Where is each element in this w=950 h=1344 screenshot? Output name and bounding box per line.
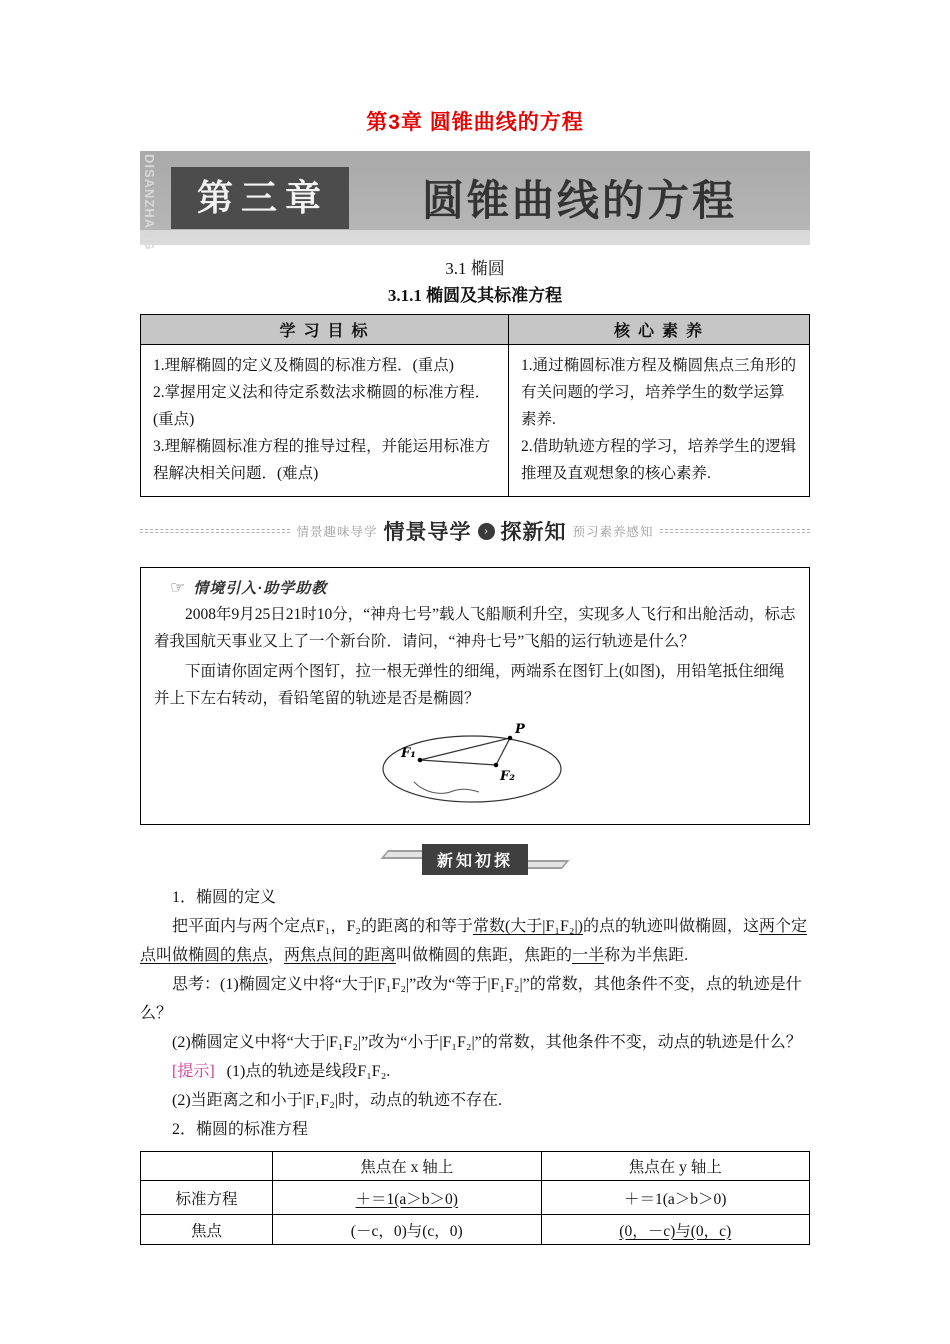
objectives-header-row xyxy=(141,315,810,345)
divider-main-label: 情景导学 xyxy=(383,521,472,544)
std-table-equation-row xyxy=(141,1181,810,1215)
think-question-1: 思考：(1)椭圆定义中将“大于|F₁F₂|”改为“等于|F₁F₂|”的常数，其他条件不变，点的轨迹是什么？ xyxy=(140,976,802,1022)
objectives-table xyxy=(140,314,810,497)
chapter-number-box: 第三章 xyxy=(171,167,349,229)
equation-row-label: 标准方程 xyxy=(141,1181,273,1215)
equation-x-axis-value: ＋＝1(a＞b＞0) xyxy=(355,1190,458,1208)
hint-label: [提示] xyxy=(172,1063,215,1080)
foci-row-label: 焦点 xyxy=(141,1215,273,1245)
ellipse-diagram-wrap xyxy=(154,714,796,814)
think-question-2: (2)椭圆定义中将“大于|F₁F₂|”改为“小于|F₁F₂|”的常数，其他条件不变，动点的轨迹是什么？ xyxy=(172,1034,802,1051)
std-table-corner-cell xyxy=(141,1152,273,1181)
diagram-label-f2: F₂ xyxy=(500,769,515,784)
definition-segment: ， xyxy=(268,947,285,964)
equation-y-axis: ＋＝1(a＞b＞0) xyxy=(541,1181,810,1215)
situation-intro-box xyxy=(140,567,810,825)
subsection-heading: 3.1.1 椭圆及其标准方程 xyxy=(387,286,563,305)
std-table-xaxis-header: 焦点在 x 轴上 xyxy=(273,1152,542,1181)
ellipse-definition xyxy=(140,912,810,970)
chapter-title: 圆锥曲线的方程 xyxy=(422,177,738,224)
intro-paragraph-1: 2008年9月25日21时10分，“神舟七号”载人飞船顺利升空，实现多人飞行和出舱活动，标志着我国航天事业又上了一个新台阶．请问，“神舟七号”飞船的运行轨迹是什么？ xyxy=(154,606,796,650)
std-table-yaxis-header: 焦点在 y 轴上 xyxy=(541,1152,810,1181)
definition-segment-underlined: 两个定点叫做椭圆的焦点 xyxy=(140,918,808,964)
hint-paragraph-1 xyxy=(140,1057,810,1086)
divider-left-label: 情景趣味导学 xyxy=(296,525,378,539)
objective-item: 3.理解椭圆标准方程的推导过程，并能运用标准方程解决相关问题．(难点) xyxy=(153,438,491,482)
chapter-banner xyxy=(140,151,810,251)
item1-title: 1．椭圆的定义 xyxy=(172,889,277,906)
std-table-foci-row xyxy=(141,1215,810,1245)
main-content xyxy=(140,883,810,1144)
divider-arrow-label: 探新知 xyxy=(500,521,567,544)
objective-item: 1.理解椭圆的定义及椭圆的标准方程．(重点) xyxy=(153,357,454,374)
hint-answer-1: (1)点的轨迹是线段F₁F₂. xyxy=(226,1063,391,1080)
intro-paragraph-2: 下面请你固定两个图钉，拉一根无弹性的细绳，两端系在图钉上(如图)，用铅笔抵住细绳并上下左右转动，看铅笔留的轨迹是否是椭圆？ xyxy=(154,663,785,707)
definition-segment: 称为半焦距. xyxy=(604,947,689,964)
standard-equation-table xyxy=(140,1151,810,1245)
hint-paragraph-2: (2)当距离之和小于|F₁F₂|时，动点的轨迹不存在. xyxy=(172,1092,503,1109)
objectives-header-left: 学 习 目 标 xyxy=(141,315,509,345)
intro-box-title: 情境引入·助学助教 xyxy=(193,580,328,597)
definition-segment-underlined: 常数(大于|F₁F₂|) xyxy=(472,918,583,935)
std-table-header-row xyxy=(141,1152,810,1181)
diagram-label-p: P xyxy=(515,722,525,737)
definition-segment-underlined: 一半 xyxy=(572,947,605,964)
objectives-left-cell xyxy=(141,345,509,497)
new-knowledge-header xyxy=(0,844,950,876)
diagram-label-f1: F₁ xyxy=(401,746,416,761)
foci-x-axis: (－c，0)与(c，0) xyxy=(273,1215,542,1245)
intro-box-header xyxy=(170,577,796,598)
objectives-right-cell xyxy=(508,345,809,497)
pointing-hand-icon: ☞ xyxy=(170,577,187,597)
chevron-circle-icon: › xyxy=(478,523,495,540)
page-title: 第3章 圆锥曲线的方程 xyxy=(366,111,584,134)
definition-segment: 把平面内与两个定点F₁，F₂的距离的和等于 xyxy=(172,918,473,935)
item2-title: 2．椭圆的标准方程 xyxy=(172,1121,309,1138)
competency-item: 1.通过椭圆标准方程及椭圆焦点三角形的有关问题的学习，培养学生的数学运算素养. xyxy=(520,357,797,428)
foci-y-axis-value: (0，－c)与(0，c) xyxy=(619,1222,732,1240)
objectives-header-right: 核 心 素 养 xyxy=(508,315,809,345)
dashed-divider-line xyxy=(140,529,290,533)
banner-vertical-text: DISANZHANG xyxy=(142,154,157,251)
definition-segment: 叫做椭圆的焦距，焦距的 xyxy=(396,947,573,964)
foci-y-axis xyxy=(541,1215,810,1245)
new-knowledge-title: 新知初探 xyxy=(422,844,528,875)
section-heading: 3.1 椭圆 xyxy=(445,259,505,278)
divider-right-label: 预习素养感知 xyxy=(572,525,654,539)
equation-x-axis xyxy=(273,1181,542,1215)
competency-item: 2.借助轨迹方程的学习，培养学生的逻辑推理及直观想象的核心素养. xyxy=(520,438,797,482)
ellipse-diagram xyxy=(359,714,591,809)
definition-segment: 的点的轨迹叫做椭圆，这 xyxy=(583,918,760,935)
definition-segment-underlined: 两焦点间的距离 xyxy=(284,947,397,964)
section-divider xyxy=(140,516,810,546)
objective-item: 2.掌握用定义法和待定系数法求椭圆的标准方程．(重点) xyxy=(153,384,491,428)
dashed-divider-line xyxy=(660,529,810,533)
objectives-body-row xyxy=(141,345,810,497)
